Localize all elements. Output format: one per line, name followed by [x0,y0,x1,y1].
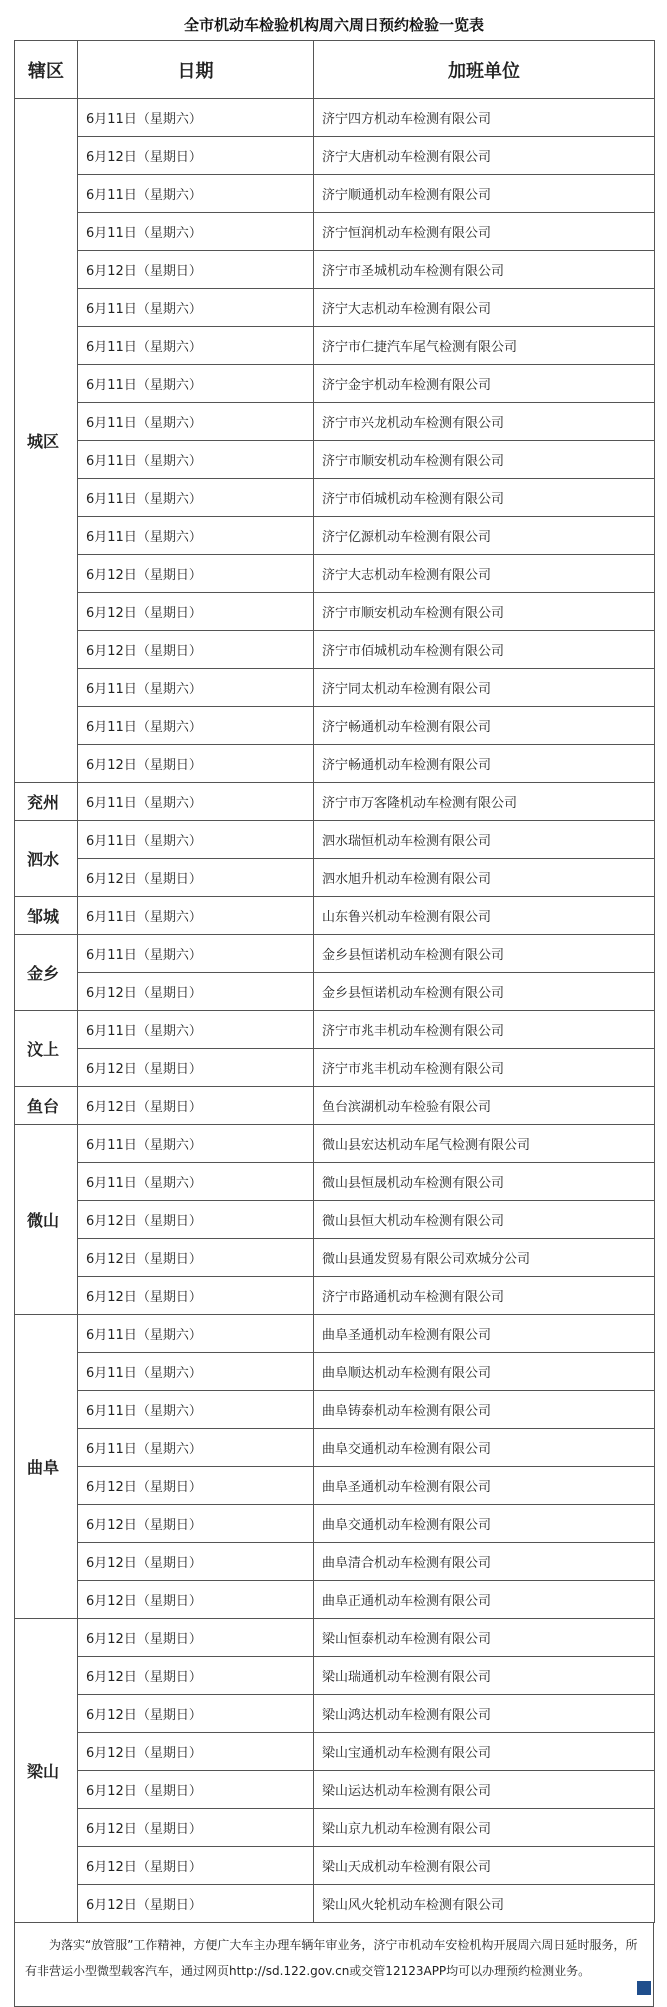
unit-cell: 济宁市顺安机动车检测有限公司 [314,593,655,631]
district-cell: 汶上 [15,1011,78,1087]
date-cell: 6月11日（星期六） [78,327,314,365]
unit-cell: 梁山运达机动车检测有限公司 [314,1771,655,1809]
district-cell: 曲阜 [15,1315,78,1619]
district-cell: 梁山 [15,1619,78,1923]
table-row [15,1619,655,1657]
unit-cell: 梁山恒泰机动车检测有限公司 [314,1619,655,1657]
date-cell: 6月11日（星期六） [78,897,314,935]
table-row [15,1505,655,1543]
unit-cell: 金乡县恒诺机动车检测有限公司 [314,973,655,1011]
schedule-table [14,40,655,1923]
district-cell: 邹城 [15,897,78,935]
table-row [15,1657,655,1695]
table-row [15,1125,655,1163]
table-row [15,897,655,935]
table-row [15,631,655,669]
unit-cell: 曲阜交通机动车检测有限公司 [314,1505,655,1543]
table-row [15,365,655,403]
table-row [15,1391,655,1429]
date-cell: 6月12日（星期日） [78,859,314,897]
table-row [15,1353,655,1391]
date-cell: 6月12日（星期日） [78,1695,314,1733]
unit-cell: 曲阜圣通机动车检测有限公司 [314,1315,655,1353]
unit-cell: 曲阜正通机动车检测有限公司 [314,1581,655,1619]
unit-cell: 曲阜圣通机动车检测有限公司 [314,1467,655,1505]
table-row [15,479,655,517]
date-cell: 6月11日（星期六） [78,821,314,859]
unit-cell: 鱼台滨湖机动车检验有限公司 [314,1087,655,1125]
date-cell: 6月11日（星期六） [78,1315,314,1353]
date-cell: 6月12日（星期日） [78,1847,314,1885]
district-cell: 城区 [15,99,78,783]
unit-cell: 济宁四方机动车检测有限公司 [314,99,655,137]
table-row [15,935,655,973]
date-cell: 6月11日（星期六） [78,213,314,251]
unit-cell: 曲阜交通机动车检测有限公司 [314,1429,655,1467]
unit-cell: 济宁大唐机动车检测有限公司 [314,137,655,175]
district-cell: 鱼台 [15,1087,78,1125]
unit-cell: 梁山京九机动车检测有限公司 [314,1809,655,1847]
header-district: 辖区 [15,41,78,99]
unit-cell: 曲阜清合机动车检测有限公司 [314,1543,655,1581]
district-cell: 兖州 [15,783,78,821]
table-row [15,327,655,365]
page-title: 全市机动车检验机构周六周日预约检验一览表 [183,16,484,34]
table-row [15,1847,655,1885]
unit-cell: 泗水瑞恒机动车检测有限公司 [314,821,655,859]
unit-cell: 梁山风火轮机动车检测有限公司 [314,1885,655,1923]
date-cell: 6月12日（星期日） [78,1277,314,1315]
table-row [15,99,655,137]
unit-cell: 泗水旭升机动车检测有限公司 [314,859,655,897]
table-row [15,1885,655,1923]
table-row [15,783,655,821]
date-cell: 6月12日（星期日） [78,1581,314,1619]
unit-cell: 济宁顺通机动车检测有限公司 [314,175,655,213]
date-cell: 6月11日（星期六） [78,1353,314,1391]
unit-cell: 梁山天成机动车检测有限公司 [314,1847,655,1885]
table-row [15,137,655,175]
unit-cell: 济宁市兆丰机动车检测有限公司 [314,1049,655,1087]
date-cell: 6月11日（星期六） [78,517,314,555]
table-row [15,1049,655,1087]
date-cell: 6月11日（星期六） [78,1163,314,1201]
table-row [15,251,655,289]
table-row [15,745,655,783]
unit-cell: 济宁市仁捷汽车尾气检测有限公司 [314,327,655,365]
unit-cell: 微山县恒晟机动车检测有限公司 [314,1163,655,1201]
date-cell: 6月12日（星期日） [78,555,314,593]
table-row [15,1733,655,1771]
date-cell: 6月12日（星期日） [78,1619,314,1657]
table-row [15,1277,655,1315]
date-cell: 6月11日（星期六） [78,935,314,973]
date-cell: 6月12日（星期日） [78,1809,314,1847]
table-row [15,441,655,479]
unit-cell: 梁山鸿达机动车检测有限公司 [314,1695,655,1733]
unit-cell: 济宁市顺安机动车检测有限公司 [314,441,655,479]
unit-cell: 曲阜顺达机动车检测有限公司 [314,1353,655,1391]
table-row [15,1771,655,1809]
table-row [15,1201,655,1239]
date-cell: 6月12日（星期日） [78,1239,314,1277]
unit-cell: 济宁市兴龙机动车检测有限公司 [314,403,655,441]
unit-cell: 济宁市佰城机动车检测有限公司 [314,631,655,669]
date-cell: 6月12日（星期日） [78,1657,314,1695]
table-row [15,1315,655,1353]
date-cell: 6月11日（星期六） [78,289,314,327]
table-row [15,1087,655,1125]
date-cell: 6月12日（星期日） [78,1885,314,1923]
date-cell: 6月11日（星期六） [78,403,314,441]
date-cell: 6月12日（星期日） [78,1087,314,1125]
district-cell: 金乡 [15,935,78,1011]
table-row [15,403,655,441]
date-cell: 6月12日（星期日） [78,973,314,1011]
unit-cell: 济宁市万客隆机动车检测有限公司 [314,783,655,821]
date-cell: 6月12日（星期日） [78,137,314,175]
table-row [15,1163,655,1201]
unit-cell: 济宁市路通机动车检测有限公司 [314,1277,655,1315]
table-row [15,1695,655,1733]
table-row [15,555,655,593]
footer-note: 为落实“放管服”工作精神，方便广大车主办理车辆年审业务，济宁市机动车安检机构开展周六周日延时服务，所有非营运小型微型载客汽车，通过网页http://sd.122.gov.cn或交管12123APP均可以办理预约检测业务。 [14,1923,654,2007]
date-cell: 6月11日（星期六） [78,1125,314,1163]
table-body [15,99,655,1923]
unit-cell: 微山县宏达机动车尾气检测有限公司 [314,1125,655,1163]
unit-cell: 济宁市圣城机动车检测有限公司 [314,251,655,289]
date-cell: 6月11日（星期六） [78,99,314,137]
table-row [15,1581,655,1619]
table-row [15,1239,655,1277]
table-row [15,1011,655,1049]
scroll-corner-mark [637,1981,651,1995]
date-cell: 6月12日（星期日） [78,745,314,783]
date-cell: 6月12日（星期日） [78,251,314,289]
table-row [15,517,655,555]
district-cell: 微山 [15,1125,78,1315]
date-cell: 6月11日（星期六） [78,441,314,479]
unit-cell: 济宁畅通机动车检测有限公司 [314,745,655,783]
unit-cell: 山东鲁兴机动车检测有限公司 [314,897,655,935]
date-cell: 6月12日（星期日） [78,1049,314,1087]
date-cell: 6月11日（星期六） [78,365,314,403]
date-cell: 6月12日（星期日） [78,1467,314,1505]
unit-cell: 济宁金宇机动车检测有限公司 [314,365,655,403]
date-cell: 6月12日（星期日） [78,631,314,669]
table-row [15,213,655,251]
table-row [15,175,655,213]
date-cell: 6月11日（星期六） [78,175,314,213]
date-cell: 6月12日（星期日） [78,1201,314,1239]
unit-cell: 微山县通发贸易有限公司欢城分公司 [314,1239,655,1277]
table-row [15,593,655,631]
table-header-row [15,41,655,99]
date-cell: 6月12日（星期日） [78,1505,314,1543]
table-row [15,707,655,745]
table-row [15,859,655,897]
table-row [15,821,655,859]
unit-cell: 济宁畅通机动车检测有限公司 [314,707,655,745]
date-cell: 6月12日（星期日） [78,1733,314,1771]
unit-cell: 济宁亿源机动车检测有限公司 [314,517,655,555]
date-cell: 6月12日（星期日） [78,1543,314,1581]
unit-cell: 济宁大志机动车检测有限公司 [314,289,655,327]
unit-cell: 梁山瑞通机动车检测有限公司 [314,1657,655,1695]
unit-cell: 济宁恒润机动车检测有限公司 [314,213,655,251]
unit-cell: 济宁同太机动车检测有限公司 [314,669,655,707]
date-cell: 6月11日（星期六） [78,1011,314,1049]
table-row [15,669,655,707]
unit-cell: 金乡县恒诺机动车检测有限公司 [314,935,655,973]
header-unit: 加班单位 [314,41,655,99]
date-cell: 6月11日（星期六） [78,707,314,745]
unit-cell: 济宁市佰城机动车检测有限公司 [314,479,655,517]
unit-cell: 济宁市兆丰机动车检测有限公司 [314,1011,655,1049]
unit-cell: 梁山宝通机动车检测有限公司 [314,1733,655,1771]
document [14,10,654,2007]
table-row [15,289,655,327]
table-row [15,973,655,1011]
table-row [15,1429,655,1467]
unit-cell: 微山县恒大机动车检测有限公司 [314,1201,655,1239]
date-cell: 6月12日（星期日） [78,1771,314,1809]
table-row [15,1809,655,1847]
table-row [15,1543,655,1581]
date-cell: 6月11日（星期六） [78,669,314,707]
unit-cell: 济宁大志机动车检测有限公司 [314,555,655,593]
header-date: 日期 [78,41,314,99]
date-cell: 6月12日（星期日） [78,593,314,631]
date-cell: 6月11日（星期六） [78,783,314,821]
district-cell: 泗水 [15,821,78,897]
date-cell: 6月11日（星期六） [78,1429,314,1467]
unit-cell: 曲阜铸泰机动车检测有限公司 [314,1391,655,1429]
date-cell: 6月11日（星期六） [78,479,314,517]
date-cell: 6月11日（星期六） [78,1391,314,1429]
table-row [15,1467,655,1505]
